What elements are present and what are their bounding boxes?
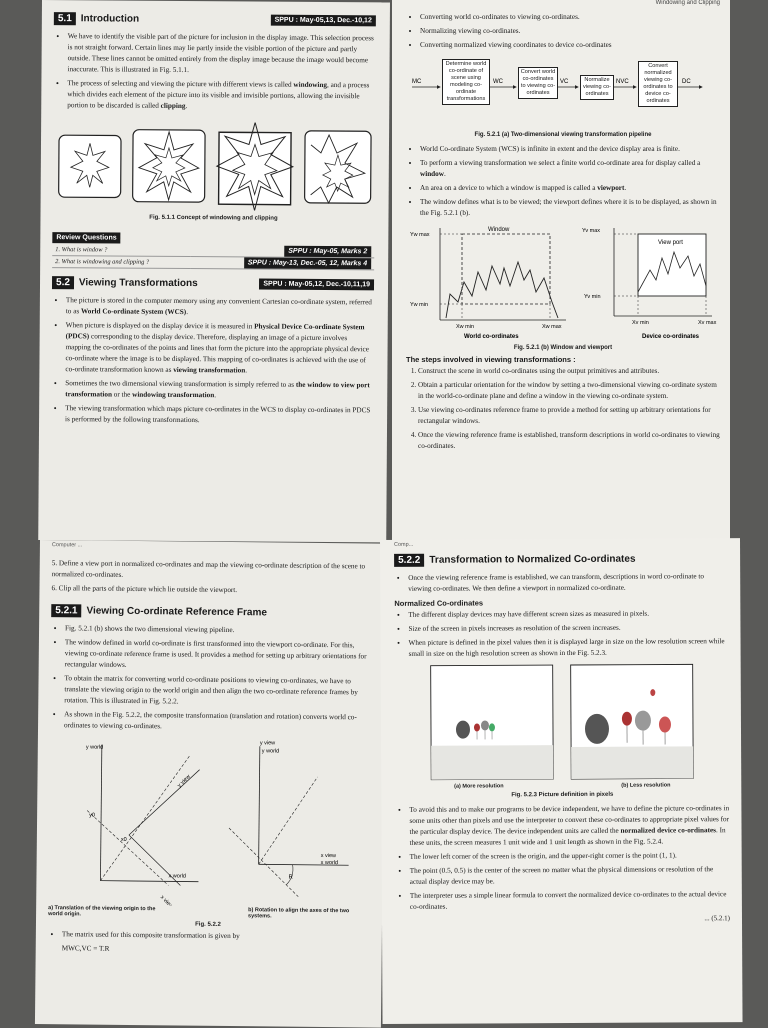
sppu-tag: SPPU : May-05,12, Dec.-10,11,19 (259, 279, 374, 291)
pipe-label-vc: VC (560, 79, 569, 85)
step-6: 6. Clip all the parts of the picture which lie outside the viewport. (51, 583, 371, 597)
list-item: • Converting world co-ordinates to viewing co-ordinates. (420, 12, 720, 23)
section-title: Introduction (81, 13, 139, 24)
page-bottom-left (35, 540, 386, 1028)
list-item: • Fig. 5.2.1 (b) shows the two dimensional viewing pipeline. (65, 623, 371, 637)
list-item: • We have to identify the visible part of the picture for inclusion in the display image. This selection process is not straight forward. Certain lines may lie partly inside the visible portion of the picture and partly outside. These lines cannot be omitted entirely from the display image because the image would become inaccurate. This is illustrated in Fig. 5.1.1. (67, 31, 375, 77)
pipeline-box-world: Determine world co-ordinate of scene using modeling co-ordinate transformations (442, 59, 490, 105)
reference-frame-list (50, 623, 371, 734)
normalize-list (394, 571, 728, 595)
svg-text:y world: y world (86, 744, 103, 750)
fig-5-2-3 (395, 662, 730, 782)
list-item: • When picture is defined in the pixel values then it is displayed large in size on the low resolution screen while small in size on the high resolution screen as shown in the Fig. 5.2.3. (409, 636, 729, 660)
conversion-list (406, 12, 720, 51)
list-item: 3. Use viewing co-ordinates reference frame to provide a method for setting up arbitrary orientations for rectangular windows. (418, 405, 720, 427)
svg-text:y view: y view (260, 740, 275, 746)
pipe-label-wc: WC (493, 79, 504, 85)
pipe-label-nvc: NVC (616, 79, 629, 85)
list-item: • The interpreter uses a simple linear formula to convert the normalized device co-ordinates to the actual device co-ordinates. (410, 889, 730, 913)
step-5: 5. Define a view port in normalized co-ordinates and map the viewing co-ordinate description of the scene to normalized co-ordinates. (52, 558, 372, 583)
normalized-list (394, 608, 728, 660)
caption-b: b) Rotation to align the axes of the two systems. (248, 907, 368, 920)
list-item: • The picture is stored in the computer memory using any convenient Cartesian co-ordinate system, referred to as World Co-ordinate System (WCS). (66, 295, 374, 319)
section-title: Transformation to Normalized Co-ordinates (429, 554, 635, 566)
sppu-tag: SPPU : May-05,13, Dec.-10,12 (271, 15, 376, 27)
list-item: • The point (0.5, 0.5) is the center of the screen no matter what the physical dimensions or resolution of the actual display device may be. (410, 864, 730, 888)
figure-caption: Fig. 5.2.1 (a) Two-dimensional viewing transformation pipeline (406, 132, 720, 138)
screen-less-resolution (569, 662, 696, 781)
list-item: • World Co-ordinate System (WCS) is infinite in extent and the device display area is finite. (420, 144, 720, 155)
svg-text:Yv min: Yv min (584, 294, 601, 300)
pipe-label-dc: DC (682, 79, 691, 85)
steps-title: The steps involved in viewing transformations : (406, 355, 720, 364)
section-5-2-2-heading (394, 552, 728, 567)
fig-window-label: Window (488, 227, 510, 233)
svg-text:Xv min: Xv min (632, 320, 649, 326)
equation-number: ... (5.2.1) (396, 914, 730, 924)
svg-text:y view: y view (177, 774, 192, 789)
list-item: • Size of the screen in pixels increases as resolution of the screen increases. (408, 622, 728, 635)
list-item: • To obtain the matrix for converting world co-ordinate positions to viewing co-ordinates, we have to translate the viewing origin to the world origin and then align the two co-ordinate reference frames by rotation. This is illustrated in Fig. 5.2.2. (64, 673, 370, 709)
svg-text:Yv max: Yv max (582, 228, 600, 234)
section-5-2-heading (52, 276, 374, 291)
list-item: • The process of selecting and viewing the picture with different views is called windowing, and a process which divides each element of the picture into its visible and invisible portions, allowing the invisible portion to be discarded is called clipping. (67, 78, 375, 113)
svg-text:World co-ordinates: World co-ordinates (464, 334, 519, 340)
section-number: 5.2 (52, 276, 74, 289)
section-5-2-1-heading (51, 604, 371, 620)
list-item: • Normalizing viewing co-ordinates. (420, 26, 720, 37)
viewing-pipeline-diagram (406, 55, 720, 129)
section-number: 5.2.2 (394, 554, 424, 567)
list-item: 2. Obtain a particular orientation for the window by setting a two-dimensional viewing co-ordinate system in the world-co-ordinate plane and define a window in the viewing co-ordinate system. (418, 380, 720, 402)
list-item: 4. Once the viewing reference frame is established, transform descriptions in world co-ordinates to viewing co-ordinates. (418, 430, 720, 452)
pipeline-box-normalize: Normalize viewing co-ordinates (580, 75, 614, 100)
caption-a: (a) More resolution (454, 783, 504, 789)
fig-5-1-1 (53, 121, 376, 213)
screen-more-resolution (429, 663, 556, 782)
list-item: 1. Construct the scene in world co-ordinates using the output primitives and attributes. (418, 366, 720, 377)
list-item: • To avoid this and to make our programs to be device independent, we have to define the picture co-ordinates in some units other than pixels and use the interpreter to convert these co-ordinates to appropriate pixel values for the particular display device. The device independent units are called the normalized device co-ordinates. In these units, the screen measures 1 unit wide and 1 unit length as shown in the Fig. 5.2.4. (409, 803, 729, 849)
list-item: • Sometimes the two dimensional viewing transformation is simply referred to as the window to view port transformation or the windowing transformation. (65, 378, 373, 402)
intro-list (53, 31, 376, 113)
svg-text:Yw max: Yw max (410, 232, 430, 238)
section-number: 5.2.1 (51, 604, 81, 617)
normalized-title: Normalized Co-ordinates (394, 597, 728, 608)
running-header: Windowing and Clipping (406, 0, 720, 6)
window-viewport-figure (406, 222, 720, 345)
page-top-right (392, 0, 730, 540)
svg-text:Xw max: Xw max (542, 324, 562, 330)
svg-text:Xw min: Xw min (456, 324, 474, 330)
matrix-list (48, 929, 368, 943)
caption-a: a) Translation of the viewing origin to the world origin. (48, 905, 168, 918)
window-list (406, 144, 720, 219)
list-item: • The different display devices may have different screen sizes as measured in pixels. (408, 608, 728, 621)
svg-text:x0: x0 (121, 837, 127, 843)
figure-caption: Fig. 5.1.1 Concept of windowing and clipping (52, 214, 374, 222)
svg-text:y0: y0 (89, 813, 95, 819)
list-item: • As shown in the Fig. 5.2.2, the composite transformation (translation and rotation) converts world co-ordinates to viewing co-ordinates. (64, 709, 370, 734)
fig-5-2-2 (48, 734, 370, 912)
question: 2. What is windowing and clipping ? (52, 256, 190, 269)
list-item: • An area on a device to which a window is mapped is called a viewport. (420, 183, 720, 194)
formula: MWC,VC = T.R (48, 943, 368, 957)
device-independent-list (395, 803, 730, 913)
table-row (52, 256, 374, 270)
viewing-list (51, 295, 374, 427)
list-item: • The matrix used for this composite transformation is given by (62, 929, 368, 943)
section-5-1-heading (54, 12, 376, 27)
list-item: • The viewing transformation which maps picture co-ordinates in the WCS to display co-ordinates in PDCS is performed by the following transformations. (65, 403, 373, 427)
figure-caption: Fig. 5.2.2 (48, 920, 368, 929)
section-title: Viewing Transformations (79, 277, 198, 289)
windowing-clipping-figure (53, 121, 374, 211)
running-header: Computer ... (52, 542, 372, 551)
list-item: • When picture is displayed on the display device it is measured in Physical Device Co-ordinate System (PDCS) corresponding to the display device. Therefore, displaying an image of a picture involves mapping the co-ordinates of the points and lines that form the picture into the appropriate physical device co-ordinate where the image is to be displayed. This mapping of co-ordinates is achieved with the use of co-ordinate transformation known as viewing transformation. (65, 320, 373, 377)
page-bottom-right (380, 538, 743, 1024)
review-questions (52, 226, 374, 270)
svg-text:Xv max: Xv max (698, 320, 717, 326)
list-item: • The lower left corner of the screen is the origin, and the upper-right corner is the point (1, 1). (410, 850, 730, 863)
list-item: • The window defines what is to be viewed; the viewport defines where it is to be displayed, as shown in the Fig. 5.2.1 (b). (420, 197, 720, 219)
steps-list (406, 366, 720, 452)
section-title: Viewing Co-ordinate Reference Frame (86, 605, 267, 618)
question: 1. What is window ? (52, 244, 190, 256)
section-number: 5.1 (54, 12, 76, 25)
figure-caption: Fig. 5.2.3 Picture definition in pixels (395, 791, 729, 799)
sppu-tag: SPPU : May-05, Marks 2 (284, 246, 371, 258)
pipeline-box-device: Convert normalized viewing co-ordinates to device co-ordinates (638, 61, 678, 107)
page-top-left (38, 0, 390, 542)
review-questions-title: Review Questions (52, 232, 120, 243)
list-item: • To perform a viewing transformation we select a finite world co-ordinate area for display called a window. (420, 158, 720, 180)
svg-text:x view: x view (321, 853, 336, 859)
fig-viewport-label: View port (658, 240, 683, 246)
pipeline-box-viewing: Convert world co-ordinates to viewing co-ordinates (518, 67, 558, 99)
caption-b: (b) Less resolution (621, 782, 670, 788)
list-item: • Converting normalized viewing coordinates to device co-ordinates (420, 40, 720, 51)
pipe-label-mc: MC (412, 79, 422, 85)
running-header: Comp... (394, 540, 728, 548)
svg-text:x view: x view (159, 894, 174, 907)
list-item: • Once the viewing reference frame is established, we can transform, descriptions in word co-ordinate to viewing co-ordinates. We then define a viewport in normalized co-ordinate. (408, 571, 728, 595)
svg-text:y world: y world (262, 748, 279, 754)
svg-text:Device co-ordinates: Device co-ordinates (642, 334, 700, 340)
review-questions-table (52, 244, 374, 270)
figure-caption: Fig. 5.2.1 (b) Window and viewport (406, 345, 720, 351)
svg-text:R: R (288, 875, 293, 881)
list-item: • The window defined in world co-ordinate is first transformed into the viewport co-ordinate. For this, viewing co-ordinate reference frame is used. It provides a method for setting up arbitrary orientations for rectangular windows. (65, 637, 371, 673)
svg-text:Yw min: Yw min (410, 302, 428, 308)
svg-text:x world: x world (168, 873, 185, 879)
svg-text:x world: x world (321, 860, 338, 866)
sppu-tag: SPPU : May-13, Dec.-05, 12, Marks 4 (244, 257, 372, 269)
